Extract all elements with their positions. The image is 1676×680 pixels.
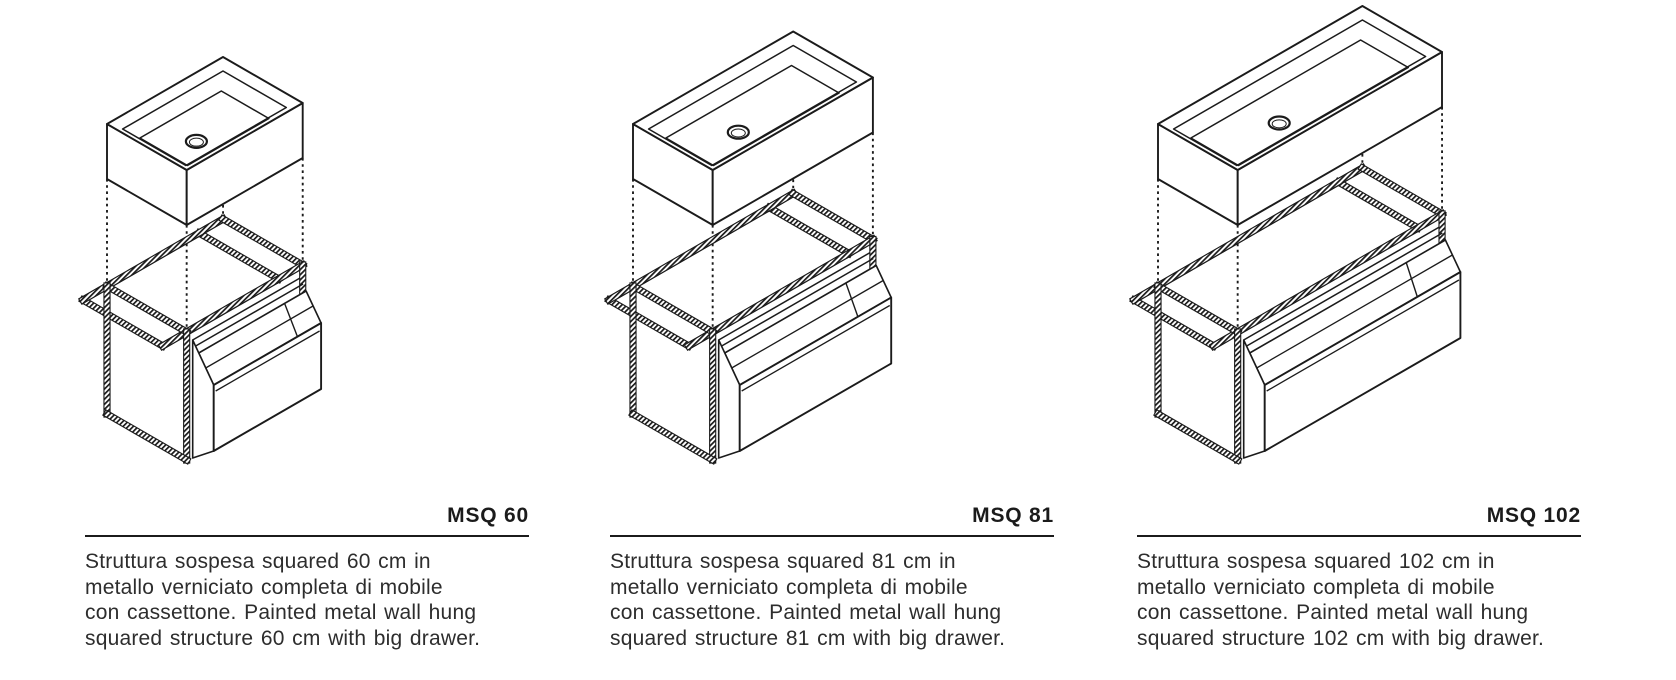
- divider-line: [1137, 535, 1581, 537]
- product-model-label: MSQ 81: [972, 504, 1054, 527]
- product-description: [1137, 549, 1581, 651]
- product-column-msq102: [1137, 0, 1581, 651]
- description-line: metallo verniciato completa di mobile: [610, 575, 968, 599]
- description-line: Struttura sospesa squared 60 cm in: [85, 550, 431, 573]
- description-line: squared structure 60 cm with big drawer.: [85, 626, 481, 650]
- description-line: Struttura sospesa squared 81 cm in: [610, 550, 956, 573]
- msq81-isometric-drawing: [610, 0, 1054, 472]
- description-line: con cassettone. Painted metal wall hung: [1137, 601, 1529, 625]
- msq102-isometric-drawing: [1137, 0, 1581, 472]
- description-line: squared structure 81 cm with big drawer.: [610, 626, 1006, 650]
- product-column-msq81: [610, 0, 1054, 651]
- description-line: metallo verniciato completa di mobile: [85, 575, 443, 599]
- description-line: squared structure 102 cm with big drawer.: [1137, 626, 1545, 650]
- description-line: con cassettone. Painted metal wall hung: [610, 601, 1002, 625]
- msq60-isometric-drawing: [85, 0, 529, 472]
- description-line: metallo verniciato completa di mobile: [1137, 575, 1495, 599]
- product-model-label: MSQ 60: [447, 504, 529, 527]
- product-column-msq60: [85, 0, 529, 651]
- product-description: [610, 549, 1054, 651]
- description-line: Struttura sospesa squared 102 cm in: [1137, 550, 1495, 573]
- product-description: [85, 549, 529, 651]
- product-model-label: MSQ 102: [1486, 504, 1581, 527]
- description-line: con cassettone. Painted metal wall hung: [85, 601, 477, 625]
- divider-line: [610, 535, 1054, 537]
- divider-line: [85, 535, 529, 537]
